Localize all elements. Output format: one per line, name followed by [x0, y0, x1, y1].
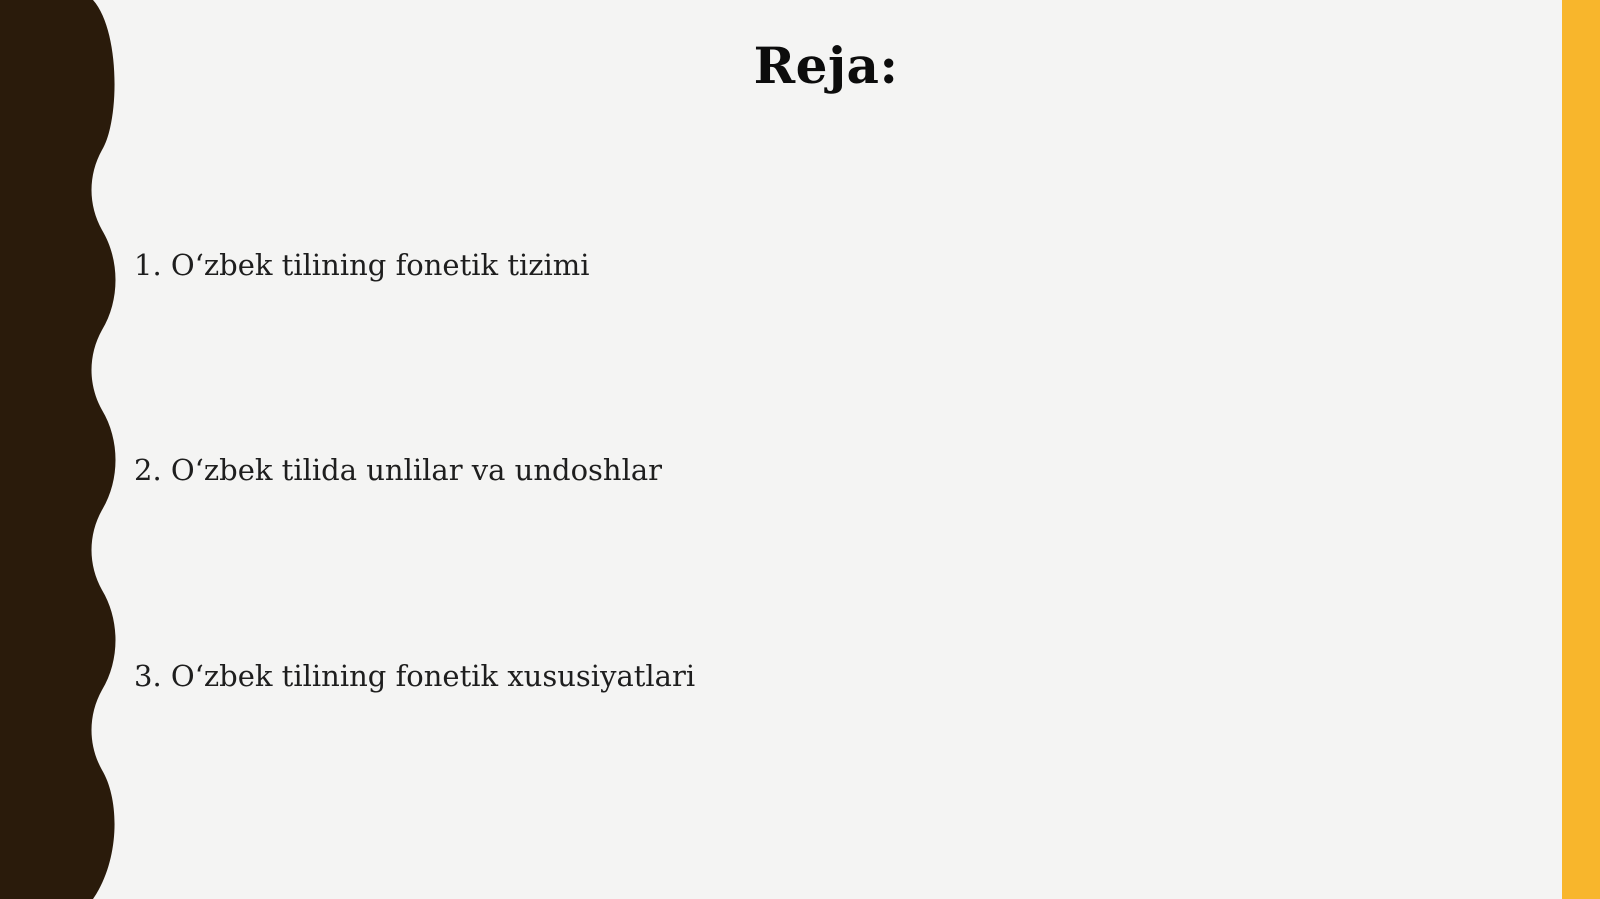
slide-title: Reja: — [753, 36, 899, 95]
list-item: 1. O‘zbek tilining fonetik tizimi — [134, 248, 590, 282]
list-item: 2. O‘zbek tilida unlilar va undoshlar — [134, 453, 663, 487]
list-item: 3. O‘zbek tilining fonetik xususiyatlari — [134, 659, 696, 693]
right-accent-bar — [1562, 0, 1600, 899]
wavy-left-border — [0, 0, 130, 899]
